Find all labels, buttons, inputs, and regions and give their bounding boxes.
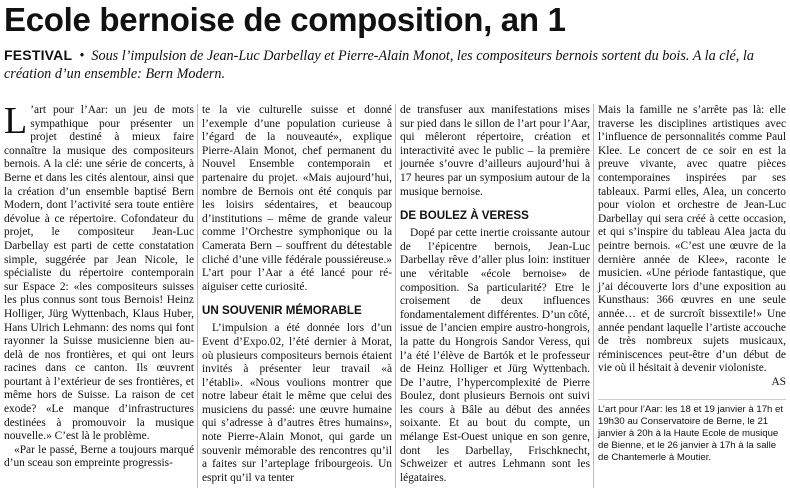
article-paragraph: Mais la famille ne s’arrête pas là: elle traverse les disciplines artistiques avec l’influence de personnalités comme Paul Klee. Le concert de ce soir en est la preuve vivante, avec quatre pièces contemporaines inspirées par ses tableaux. Parmi elles, Alea, un concerto pour violon et orchestre de Jean-Luc Darbellay qui sera créé à cette occasion, et qui s’inspire du tableau Alea jacta du peintre bernois. «C’est une œuvre de la dernière année de Klee», raconte le musicien. «Une période fantastique, que j’ai découverte lors d’une exposition au Kunsthaus: 366 œuvres en une seule année… et de surcroît bissextile!» Une année pendant laquelle l’artiste accouche de très nombreux sujets musicaux, réminiscences peut-être d’un début de vie où il hésitait à devenir violoniste. bbox=[598, 104, 786, 375]
column-divider bbox=[593, 104, 594, 488]
column-divider bbox=[197, 104, 198, 488]
article-paragraph bbox=[4, 100, 194, 444]
article-column-1 bbox=[4, 100, 194, 471]
article-column-2 bbox=[202, 104, 392, 485]
author-signature: AS bbox=[771, 375, 786, 388]
section-heading: UN SOUVENIR MÉMORABLE bbox=[202, 304, 362, 318]
lead-bullet: • bbox=[75, 48, 88, 64]
article-paragraph: Dopé par cette inertie croissante autour de l’épicentre bernois, Jean-Luc Darbellay rêve d’aller plus loin: instituer une véritable «école bernoise» de composition. Sa particularité? Etre le croisement de deux influences fondamentalement différentes. D’un côté, issue de l’ancien empire austro-hongrois, la patte du Hongrois Sandor Veress, qui l’a été l’élève de Bartók et le professeur de Heinz Holliger et Jürg Wyttenbach. De l’autre, l’hypercomplexité de Pierre Boulez, dont plusieurs Bernois ont suivi les cours à Bâle au début des années soixante. Et au bout du compte, un mélange Est-Ouest unique en son genre, dont les Darbellay, Frischknecht, Schweizer et autres Lehmann sont les légataires. bbox=[400, 227, 590, 484]
column-divider bbox=[395, 104, 396, 488]
headline: Ecole bernoise de composition, an 1 bbox=[4, 1, 566, 38]
article-paragraph: de transfuser aux manifestations mises sur pied dans le sillon de l’art pour l’Aar, qui mêleront répertoire, création et interactivité avec le public – la première journée s’ouvre d’ailleurs aujourd’hui à 17 heures par un symposium autour de la musique bernoise. bbox=[400, 104, 590, 198]
kicker-label: FESTIVAL bbox=[4, 47, 73, 63]
event-info-box: L’art pour l’Aar: les 18 et 19 janvier à 17h et 19h30 au Conservatoire de Berne, le 21 janvier à 20h à la Haute Ecole de musique de Bienne, et le 26 janvier à 17h à la salle de Chantemerle à Moutier. bbox=[598, 399, 786, 464]
paragraph-text: ’art pour l’Aar: un jeu de mots sympathique pour présenter un projet destiné à mieux faire connaître la musique des compositeurs bernois. A la clé: une série de concerts, à Berne et dans les cités alentour, ainsi que la création d’un ensemble baptisé Bern Modern, dont l’activité sera toute entière dévolue à ce répertoire. Cofondateur du projet, le compositeur Jean-Luc Darbellay est parti de cette constatation simple, suggérée par Jean Nicole, le spécialiste du répertoire contemporain sur Espace 2: «les compositeurs suisses les plus connus sont tous Bernois! Heinz Holliger, Jürg Wyttenbach, Klaus Huber, Hans Ulrich Lehmann: des noms qui font rayonner la Suisse musicienne bien au-delà de nos frontières, et qui ont leurs racines dans ce canton. Ils œuvrent pourtant à l’extérieur de ses frontières, et même hors de Suisse. La raison de cet exode? «Le manque d’infrastructures destinées à promouvoir la musique nouvelle.» C’est là le problème. bbox=[4, 104, 194, 443]
lead-paragraph bbox=[4, 46, 786, 83]
article-column-4 bbox=[598, 104, 786, 464]
section-heading: DE BOULEZ À VERESS bbox=[400, 209, 529, 223]
article-column-3 bbox=[400, 104, 590, 485]
lead-text: Sous l’impulsion de Jean-Luc Darbellay et Pierre-Alain Monot, les compositeurs bernois sortent du bois. A la clé, la création d’un ensemble: Bern Modern. bbox=[4, 48, 754, 82]
article-paragraph: L’impulsion a été donnée lors d’un Event d’Expo.02, l’été dernier à Morat, où plusieurs compositeurs bernois étaient invités à présenter leur travail «à l’établi». «Nous voulions montrer que notre labeur était le même que celui des musiciens du passé: une œuvre humaine qui s’adresse à d’autres êtres humains», note Pierre-Alain Monot, qui garde un souvenir mémorable des rencontres qu’il a faites sur l’arteplage fribourgeois. Un esprit qu’il va tenter bbox=[202, 322, 392, 484]
article-paragraph: te la vie culturelle suisse et donné l’exemple d’une population curieuse à l’égard de la nouveauté», explique Pierre-Alain Monot, chef permanent du Nouvel Ensemble contemporain et partenaire du projet. «Mais aujourd’hui, nombre de Bernois ont été conquis par les loisirs sédentaires, et beaucoup d’institutions – même de grande valeur comme l’Orchestre symphonique ou la Camerata Bern – souffrent du détestable cliché d’une ville fédérale poussiéreuse.» L’art pour l’Aar a été lancé pour ré-aiguiser cette curiosité. bbox=[202, 104, 392, 293]
article-paragraph: «Par le passé, Berne a toujours marqué d’un sceau son empreinte progressis- bbox=[4, 443, 194, 470]
drop-cap: L bbox=[4, 100, 28, 142]
